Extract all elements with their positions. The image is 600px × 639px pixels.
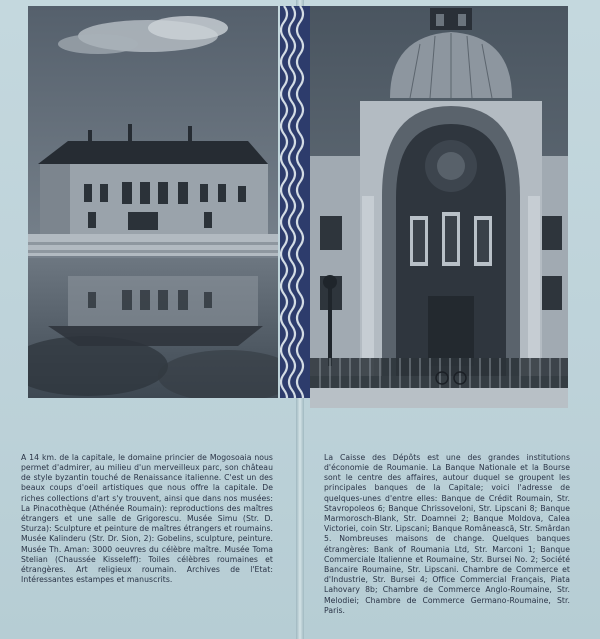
right-caption-paragraph: La Caisse des Dépôts est une des grandes institutions d'économie de Roumanie. La Banque Nationale et la Bourse sont le centre des affaires, autour duquel se groupent les principales banques de la Capitale; voici l'adresse de quelques-unes d'entre elles: Banque de Crédit Roumain, Str. Stavropoleos 6; Banque Chrissoveloni, Str. Lipscani 8; Banque Marmorosch-Blank, Str. Doamnei 2; Banque Moldova, Calea Victoriei, coin Str. Lipscani; Banque Românească, Str. Smârdan 5. Nombreuses maisons de change. Quelques banques étrangères: Bank of Roumania Ltd, Str. Marconi 1; Banque Commerciale Italienne et Roumaine, Str. Bursei No. 2; Société Bancaire Roumaine, Str. Lipscani. Chambre de Commerce et d'Industrie, Str. Bursei 4; Office Commercial Français, Piata Lahovary 8b; Chambre de Commerce Anglo-Roumaine, Str. Melodiei; Chambre de Commerce Germano-Roumaine, Str. Paris.: [324, 452, 570, 615]
domed-building-photo: [310, 6, 568, 408]
palace-lake-photo: [28, 6, 278, 398]
left-caption-paragraph: A 14 km. de la capitale, le domaine princier de Mogosoaia nous permet d'admirer, au milieu d'un merveilleux parc, son château de style byzantin touché de Renaissance italienne. C'est un des beaux coups d'oeil artistiques que nous offre la capitale. De riches collections d'art s'y trouvent, ainsi que dans nos musées: La Pinacothèque (Athénée Roumain): reproductions des maîtres étrangers et une salle de Grigorescu. Musée Simu (Str. D. Sturza): Sculpture et peinture de maîtres étrangers et roumains. Musée Kalinderu (Str. Dr. Sion, 2): Gobelins, sculpture, peinture. Musée Th. Aman: 3000 oeuvres du célèbre maître. Musée Toma Stelian (Chaussée Kisseleff): Toiles célèbres roumaines et étrangères. Art religieux roumain. Archives de l'Etat: Intéressantes estampes et manuscrits.: [21, 452, 273, 585]
decorative-wave-band: [280, 6, 310, 398]
